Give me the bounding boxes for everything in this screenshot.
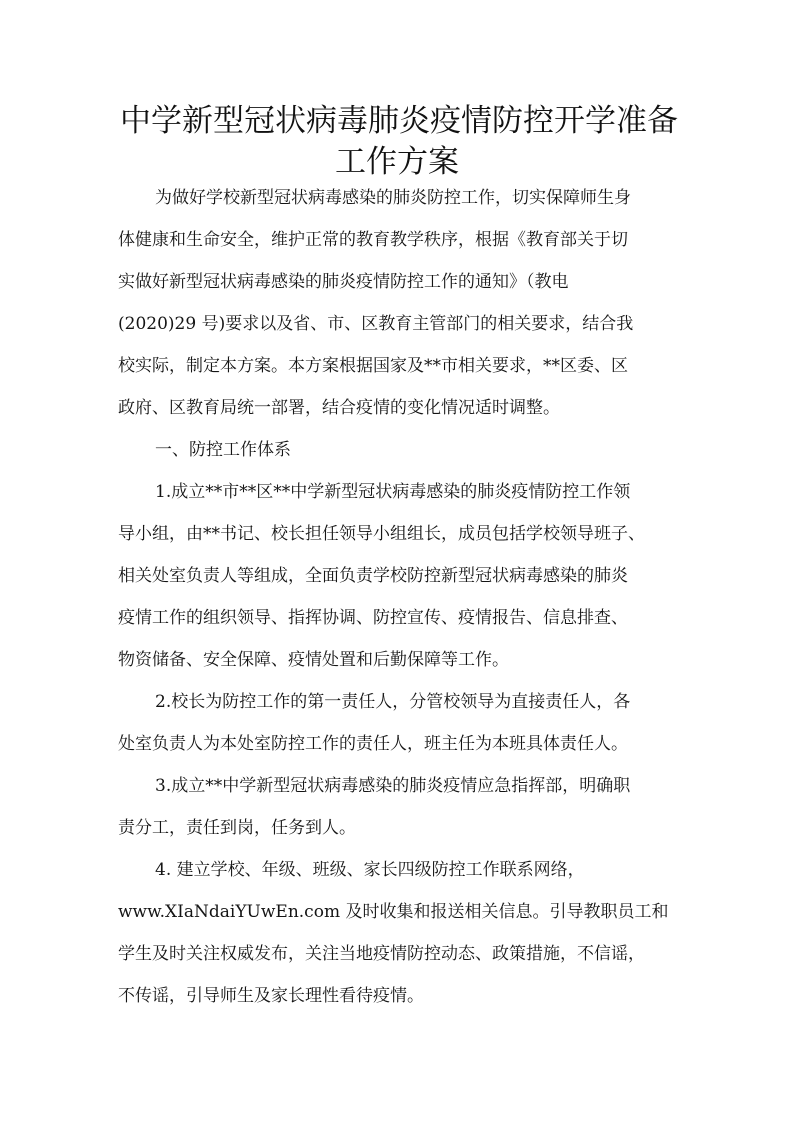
paragraph-line: 1.成立**市**区**中学新型冠状病毒感染的肺炎疫情防控工作领 bbox=[155, 482, 631, 502]
paragraph-line: 不传谣，引导师生及家长理性看待疫情。 bbox=[118, 986, 424, 1006]
paragraph-line: www.XIaNdaiYUwEn.com 及时收集和报送相关信息。引导教职员工和 bbox=[118, 902, 669, 922]
paragraph-line: 导小组，由**书记、校长担任领导小组组长，成员包括学校领导班子、 bbox=[118, 524, 645, 544]
paragraph-line: 疫情工作的组织领导、指挥协调、防控宣传、疫情报告、信息排查、 bbox=[118, 608, 628, 628]
paragraph-line: 物资储备、安全保障、疫情处置和后勤保障等工作。 bbox=[118, 650, 509, 670]
document-title-line-1: 中学新型冠状病毒肺炎疫情防控开学准备 bbox=[120, 103, 678, 139]
paragraph-line: (2020)29 号)要求以及省、市、区教育主管部门的相关要求，结合我 bbox=[118, 314, 634, 334]
paragraph-line: 2.校长为防控工作的第一责任人，分管校领导为直接责任人，各 bbox=[155, 692, 631, 712]
paragraph-line: 4. 建立学校、年级、班级、家长四级防控工作联系网络， bbox=[155, 860, 585, 880]
paragraph-line: 处室负责人为本处室防控工作的责任人，班主任为本班具体责任人。 bbox=[118, 734, 628, 754]
paragraph-line: 相关处室负责人等组成，全面负责学校防控新型冠状病毒感染的肺炎 bbox=[118, 566, 628, 586]
paragraph-line: 实做好新型冠状病毒感染的肺炎疫情防控工作的通知》（教电 bbox=[118, 272, 569, 292]
paragraph-line: 校实际，制定本方案。本方案根据国家及**市相关要求，**区委、区 bbox=[118, 356, 628, 376]
paragraph-line: 学生及时关注权威发布，关注当地疫情防控动态、政策措施，不信谣， bbox=[118, 944, 645, 964]
paragraph-line: 责分工，责任到岗，任务到人。 bbox=[118, 818, 356, 838]
paragraph-line: 3.成立**中学新型冠状病毒感染的肺炎疫情应急指挥部，明确职 bbox=[155, 776, 631, 796]
paragraph-line: 为做好学校新型冠状病毒感染的肺炎防控工作，切实保障师生身 bbox=[155, 188, 631, 208]
document-title-line-2: 工作方案 bbox=[335, 144, 459, 180]
paragraph-line: 体健康和生命安全，维护正常的教育教学秩序，根据《教育部关于切 bbox=[118, 230, 628, 250]
section-heading: 一、防控工作体系 bbox=[155, 440, 291, 460]
paragraph-line: 政府、区教育局统一部署，结合疫情的变化情况适时调整。 bbox=[118, 398, 560, 418]
